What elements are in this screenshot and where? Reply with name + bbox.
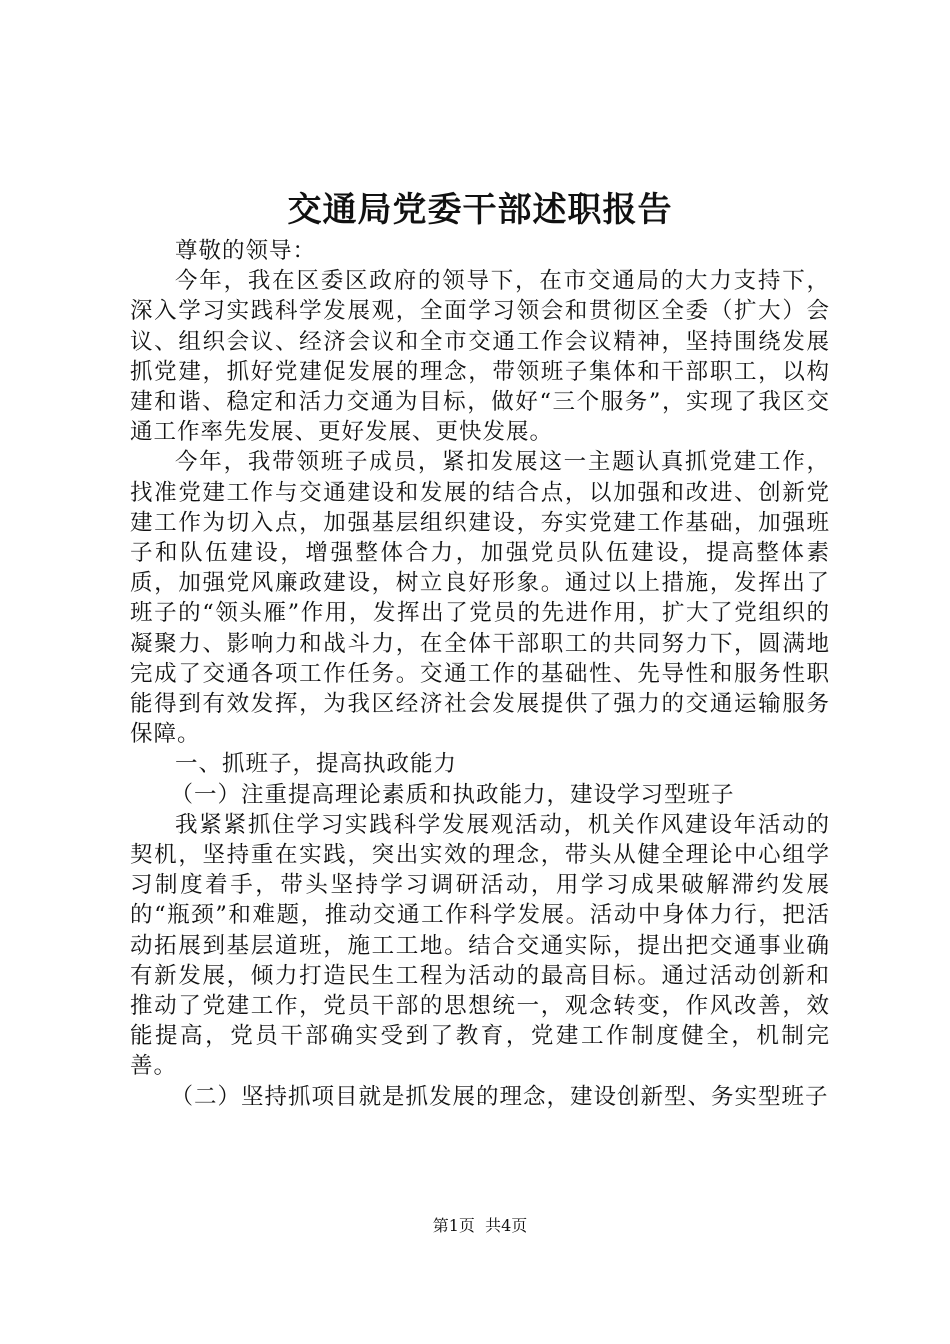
page-number: 第1页 共4页 (432, 1216, 528, 1235)
paragraph-study: 我紧紧抓住学习实践科学发展观活动，机关作风建设年活动的契机，坚持重在实践，突出实效的理念，带头从健全理论中心组学习制度着手，带头坚持学习调研活动，用学习成果破解滞约发展的“瓶颈”和难题，推动交通工作科学发展。活动中身体力行，把活动拓展到基层道班，施工工地。结合交通实际，提出把交通事业确有新发展，倾力打造民生工程为活动的最高目标。通过活动创新和推动了党建工作，党员干部的思想统一，观念转变，作风改善，效能提高，党员干部确实受到了教育，党建工作制度健全，机制完善。 (130, 811, 830, 1080)
paragraph-intro: 今年，我在区委区政府的领导下，在市交通局的大力支持下，深入学习实践科学发展观，全面学习领会和贯彻区全委（扩大）会议、组织会议、经济会议和全市交通工作会议精神，坚持围绕发展抓党建，抓好党建促发展的理念，带领班子集体和干部职工，以构建和谐、稳定和活力交通为目标，做好“三个服务”，实现了我区交通工作率先发展、更好发展、更快发展。 (130, 268, 830, 446)
document-body (130, 236, 830, 1112)
document-title: 交通局党委干部述职报告 (287, 190, 673, 230)
salutation: 尊敬的领导： (175, 238, 317, 264)
document-page (130, 0, 830, 1344)
subsection-heading: （一）注重提高理论素质和执政能力，建设学习型班子 (170, 781, 735, 808)
subsection-heading: （二）坚持抓项目就是抓发展的理念，建设创新型、务实型班子 (170, 1083, 829, 1110)
paragraph-summary: 今年，我带领班子成员，紧扣发展这一主题认真抓党建工作，找准党建工作与交通建设和发展的结合点，以加强和改进、创新党建工作为切入点，加强基层组织建设，夯实党建工作基础，加强班子和队伍建设，增强整体合力，加强党员队伍建设，提高整体素质，加强党风廉政建设，树立良好形象。通过以上措施，发挥出了班子的“领头雁”作用，发挥出了党员的先进作用，扩大了党组织的凝聚力、影响力和战斗力，在全体干部职工的共同努力下，圆满地完成了交通各项工作任务。交通工作的基础性、先导性和服务性职能得到有效发挥，为我区经济社会发展提供了强力的交通运输服务保障。 (130, 449, 830, 748)
section-heading: 一、抓班子，提高执政能力 (175, 751, 458, 778)
